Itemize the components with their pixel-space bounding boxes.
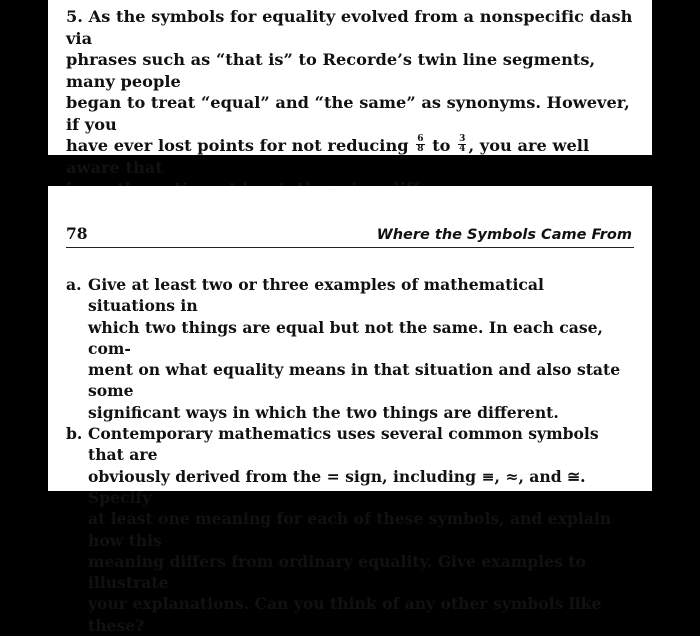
- bottom-page: [48, 186, 652, 635]
- problem-line-1: As the symbols for equality evolved from a nonspecific dash via: [66, 7, 633, 48]
- problem-number: 5.: [66, 7, 83, 26]
- running-head: Where the Symbols Came From: [376, 227, 632, 243]
- problem-5-text: [66, 6, 634, 200]
- fraction-six-eighths: [416, 135, 424, 154]
- problem-line-4-post: , you are well aware that: [66, 136, 590, 177]
- fraction-three-fourths: [458, 135, 466, 154]
- problem-line-2: phrases such as “that is” to Recorde’s twin line segments, many people: [66, 50, 596, 91]
- question-line: obviously derived from the = sign, including ≡, ≈, and ≅. Specify: [88, 466, 586, 507]
- question-line: meaning differs from ordinary equality. Give examples to illustrate: [88, 551, 586, 593]
- question-body: [88, 423, 634, 636]
- page-header: [66, 224, 634, 248]
- question-line: your explanations. Can you think of any other symbols like these?: [88, 594, 602, 635]
- question-line: ment on what equality means in that situation and also state some: [88, 360, 621, 401]
- question-line: which two things are equal but not the same. In each case, com-: [88, 317, 603, 358]
- question-item: [66, 274, 634, 423]
- problem-line-3: began to treat “equal” and “the same” as synonyms. However, if you: [66, 93, 630, 134]
- fraction-numerator: 3: [459, 134, 466, 144]
- question-line: Give at least two or three examples of mathematical situations in: [88, 275, 544, 316]
- question-item: [66, 423, 634, 636]
- problem-line-4-mid: to: [432, 136, 451, 155]
- question-letter: b.: [66, 424, 83, 444]
- question-line: Contemporary mathematics uses several common symbols that are: [88, 424, 599, 465]
- question-body: [88, 274, 634, 423]
- fraction-numerator: 6: [417, 134, 424, 144]
- question-line: significant ways in which the two things are different.: [88, 402, 559, 422]
- question-list: [66, 274, 634, 636]
- question-letter: a.: [66, 275, 82, 294]
- page-number: 78: [66, 224, 88, 243]
- problem-line-4-pre: have ever lost points for not reducing: [66, 136, 409, 155]
- fraction-denominator: 4: [459, 144, 466, 154]
- question-line: at least one meaning for each of these symbols, and explain how this: [88, 509, 612, 550]
- fraction-denominator: 8: [417, 144, 424, 154]
- top-page: [48, 0, 652, 177]
